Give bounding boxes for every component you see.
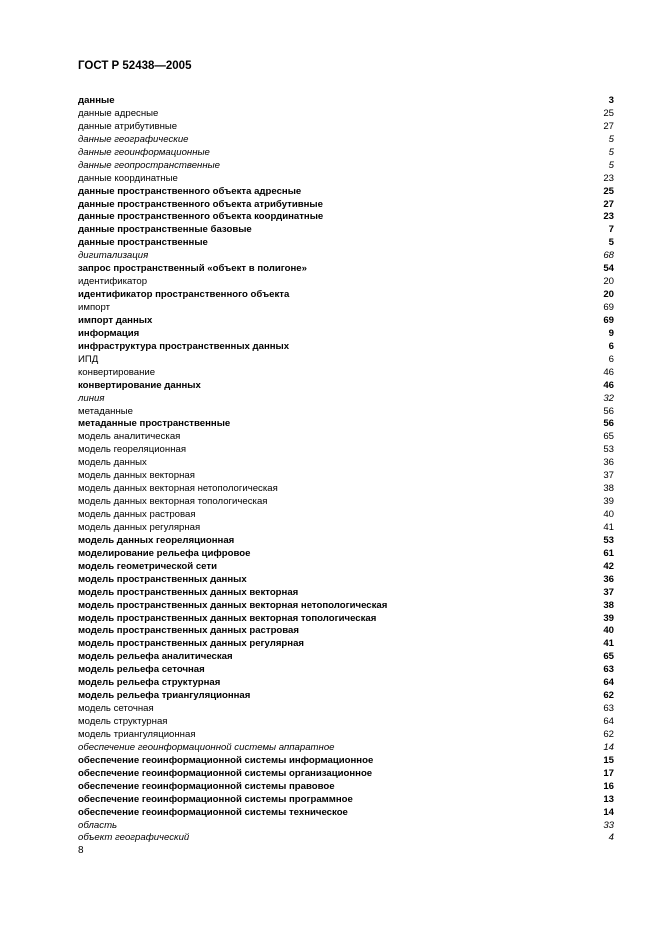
index-list	[78, 95, 614, 845]
index-term: модель данных векторная нетопологическая	[78, 483, 278, 495]
index-entry	[78, 522, 614, 535]
index-term: модель рельефа триангуляционная	[78, 690, 251, 702]
index-term: данные географические	[78, 133, 189, 145]
index-page-ref: 3	[608, 95, 614, 106]
index-page-ref: 33	[603, 819, 614, 831]
index-term: модель данных растровая	[78, 509, 196, 520]
index-entry	[78, 199, 614, 212]
index-page-ref: 62	[603, 690, 614, 702]
index-page-ref: 14	[603, 741, 614, 753]
index-entry	[78, 470, 614, 483]
index-page-ref: 36	[603, 457, 614, 469]
index-term: идентификатор пространственного объекта	[78, 289, 290, 301]
index-page-ref: 54	[603, 263, 614, 275]
index-page-ref: 53	[603, 534, 614, 546]
index-page-ref: 40	[603, 625, 614, 637]
index-page-ref: 41	[603, 638, 614, 650]
index-term: дигитализация	[78, 250, 149, 262]
index-entry	[78, 250, 614, 263]
index-term: модель геореляционная	[78, 444, 187, 456]
index-page-ref: 69	[603, 314, 614, 326]
index-entry	[78, 328, 614, 341]
index-page-ref: 42	[603, 560, 614, 572]
index-entry	[78, 457, 614, 470]
index-entry	[78, 807, 614, 820]
index-term: модель данных регулярная	[78, 521, 201, 533]
index-term: инфраструктура пространственных данных	[78, 340, 290, 352]
index-term: обеспечение геоинформационной системы техническое	[78, 806, 348, 818]
index-entry	[78, 134, 614, 147]
index-entry	[78, 173, 614, 186]
index-entry	[78, 496, 614, 509]
index-page-ref: 38	[603, 483, 614, 495]
index-page-ref: 9	[608, 327, 614, 339]
page-number: 8	[78, 845, 84, 856]
index-page-ref: 39	[603, 612, 614, 624]
index-entry	[78, 690, 614, 703]
index-page-ref: 56	[603, 418, 614, 430]
index-entry	[78, 393, 614, 406]
index-page-ref: 5	[608, 133, 614, 145]
index-entry	[78, 548, 614, 561]
index-page-ref: 46	[603, 366, 614, 378]
index-page-ref: 63	[603, 664, 614, 676]
index-page-ref: 64	[603, 716, 614, 727]
index-page-ref: 23	[603, 211, 614, 223]
index-term: запрос пространственный «объект в полигоне»	[78, 263, 307, 275]
index-entry	[78, 832, 614, 845]
index-entry	[78, 781, 614, 794]
index-page-ref: 7	[608, 224, 614, 236]
index-entry	[78, 600, 614, 613]
index-entry	[78, 483, 614, 496]
index-entry	[78, 794, 614, 807]
index-term: модель данных	[78, 457, 147, 469]
index-page-ref: 36	[603, 573, 614, 585]
index-term: модель аналитическая	[78, 431, 181, 443]
index-entry	[78, 716, 614, 729]
index-entry	[78, 820, 614, 833]
index-page-ref: 25	[603, 107, 614, 119]
index-term: модель рельефа сеточная	[78, 664, 205, 676]
index-term: импорт данных	[78, 314, 153, 326]
index-entry	[78, 406, 614, 419]
index-entry	[78, 354, 614, 367]
document-header: ГОСТ Р 52438—2005	[78, 60, 192, 72]
index-entry	[78, 664, 614, 677]
index-page-ref: 46	[603, 379, 614, 391]
index-entry	[78, 160, 614, 173]
index-term: объект географический	[78, 832, 190, 844]
index-term: данные пространственного объекта атрибутивные	[78, 198, 323, 210]
index-term: ИПД	[78, 353, 99, 365]
index-entry	[78, 341, 614, 354]
index-term: модель триангуляционная	[78, 728, 196, 740]
index-term: модель данных векторная	[78, 470, 195, 482]
index-page-ref: 61	[603, 547, 614, 559]
index-page-ref: 23	[603, 172, 614, 184]
index-term: обеспечение геоинформационной системы правовое	[78, 780, 335, 792]
index-term: линия	[78, 392, 105, 404]
index-entry	[78, 211, 614, 224]
index-term: конвертирование данных	[78, 379, 201, 391]
index-term: модель данных геореляционная	[78, 534, 235, 546]
index-entry	[78, 380, 614, 393]
index-page-ref: 62	[603, 728, 614, 740]
index-entry	[78, 302, 614, 315]
index-page-ref: 37	[603, 470, 614, 482]
index-entry	[78, 315, 614, 328]
index-page-ref: 27	[603, 198, 614, 210]
index-entry	[78, 742, 614, 755]
index-term: обеспечение геоинформационной системы аппаратное	[78, 741, 335, 753]
index-term: данные пространственного объекта адресные	[78, 185, 302, 197]
index-entry	[78, 418, 614, 431]
index-term: обеспечение геоинформационной системы организационное	[78, 767, 373, 779]
index-entry	[78, 431, 614, 444]
index-entry	[78, 263, 614, 276]
index-term: модель пространственных данных растровая	[78, 625, 299, 637]
index-entry	[78, 367, 614, 380]
index-entry	[78, 289, 614, 302]
index-term: данные геопространственные	[78, 159, 221, 171]
index-term: идентификатор	[78, 276, 148, 288]
index-page-ref: 68	[603, 250, 614, 262]
index-term: информация	[78, 327, 140, 339]
index-term: модель рельефа структурная	[78, 677, 221, 689]
index-entry	[78, 509, 614, 522]
index-entry	[78, 638, 614, 651]
index-page-ref: 20	[603, 289, 614, 301]
index-page-ref: 4	[608, 832, 614, 844]
index-entry	[78, 276, 614, 289]
index-page-ref: 63	[603, 703, 614, 715]
index-entry	[78, 729, 614, 742]
index-term: данные	[78, 95, 115, 106]
index-page-ref: 64	[603, 677, 614, 689]
index-entry	[78, 444, 614, 457]
index-entry	[78, 651, 614, 664]
index-entry	[78, 237, 614, 250]
index-entry	[78, 574, 614, 587]
index-term: данные геоинформационные	[78, 146, 210, 158]
index-page-ref: 13	[603, 793, 614, 805]
index-entry	[78, 755, 614, 768]
index-term: модель структурная	[78, 716, 168, 727]
index-page-ref: 56	[603, 405, 614, 417]
index-page-ref: 37	[603, 586, 614, 598]
index-page-ref: 6	[608, 353, 614, 365]
index-term: конвертирование	[78, 366, 156, 378]
index-entry	[78, 224, 614, 237]
index-page-ref: 65	[603, 651, 614, 663]
index-entry	[78, 535, 614, 548]
index-term: модель сеточная	[78, 703, 154, 715]
index-term: моделирование рельефа цифровое	[78, 547, 251, 559]
index-term: модель рельефа аналитическая	[78, 651, 233, 663]
index-term: данные адресные	[78, 107, 159, 119]
index-page-ref: 38	[603, 599, 614, 611]
index-page-ref: 14	[603, 806, 614, 818]
index-entry	[78, 186, 614, 199]
index-page-ref: 53	[603, 444, 614, 456]
index-term: импорт	[78, 302, 111, 313]
index-term: обеспечение геоинформационной системы программное	[78, 793, 353, 805]
index-term: модель пространственных данных векторная	[78, 586, 299, 598]
index-term: обеспечение геоинформационной системы информационное	[78, 754, 374, 766]
index-page-ref: 69	[603, 302, 614, 313]
index-page-ref: 20	[603, 276, 614, 288]
index-term: модель пространственных данных регулярная	[78, 638, 305, 650]
index-term: данные пространственного объекта координатные	[78, 211, 324, 223]
index-page-ref: 41	[603, 521, 614, 533]
index-page-ref: 17	[603, 767, 614, 779]
index-page-ref: 5	[608, 146, 614, 158]
index-entry	[78, 768, 614, 781]
index-page-ref: 40	[603, 509, 614, 520]
index-entry	[78, 613, 614, 626]
index-page-ref: 25	[603, 185, 614, 197]
index-term: данные пространственные базовые	[78, 224, 252, 236]
index-entry	[78, 95, 614, 108]
index-entry	[78, 121, 614, 134]
index-term: модель пространственных данных векторная нетопологическая	[78, 599, 388, 611]
index-entry	[78, 561, 614, 574]
index-entry	[78, 587, 614, 600]
index-entry	[78, 108, 614, 121]
index-page-ref: 5	[608, 159, 614, 171]
index-term: область	[78, 819, 118, 831]
index-term: данные координатные	[78, 172, 178, 184]
index-entry	[78, 147, 614, 160]
index-term: модель пространственных данных векторная топологическая	[78, 612, 377, 624]
index-entry	[78, 625, 614, 638]
index-term: модель пространственных данных	[78, 573, 247, 585]
index-term: метаданные пространственные	[78, 418, 231, 430]
index-page-ref: 15	[603, 754, 614, 766]
index-page-ref: 65	[603, 431, 614, 443]
index-term: модель данных векторная топологическая	[78, 496, 268, 508]
index-term: модель геометрической сети	[78, 560, 217, 572]
index-page-ref: 32	[603, 392, 614, 404]
index-page-ref: 6	[608, 340, 614, 352]
index-page-ref: 27	[603, 120, 614, 132]
index-page-ref: 16	[603, 780, 614, 792]
index-term: данные пространственные	[78, 237, 208, 249]
index-term: данные атрибутивные	[78, 120, 178, 132]
index-page-ref: 39	[603, 496, 614, 508]
index-entry	[78, 677, 614, 690]
index-entry	[78, 703, 614, 716]
index-term: метаданные	[78, 405, 133, 417]
index-page-ref: 5	[608, 237, 614, 249]
